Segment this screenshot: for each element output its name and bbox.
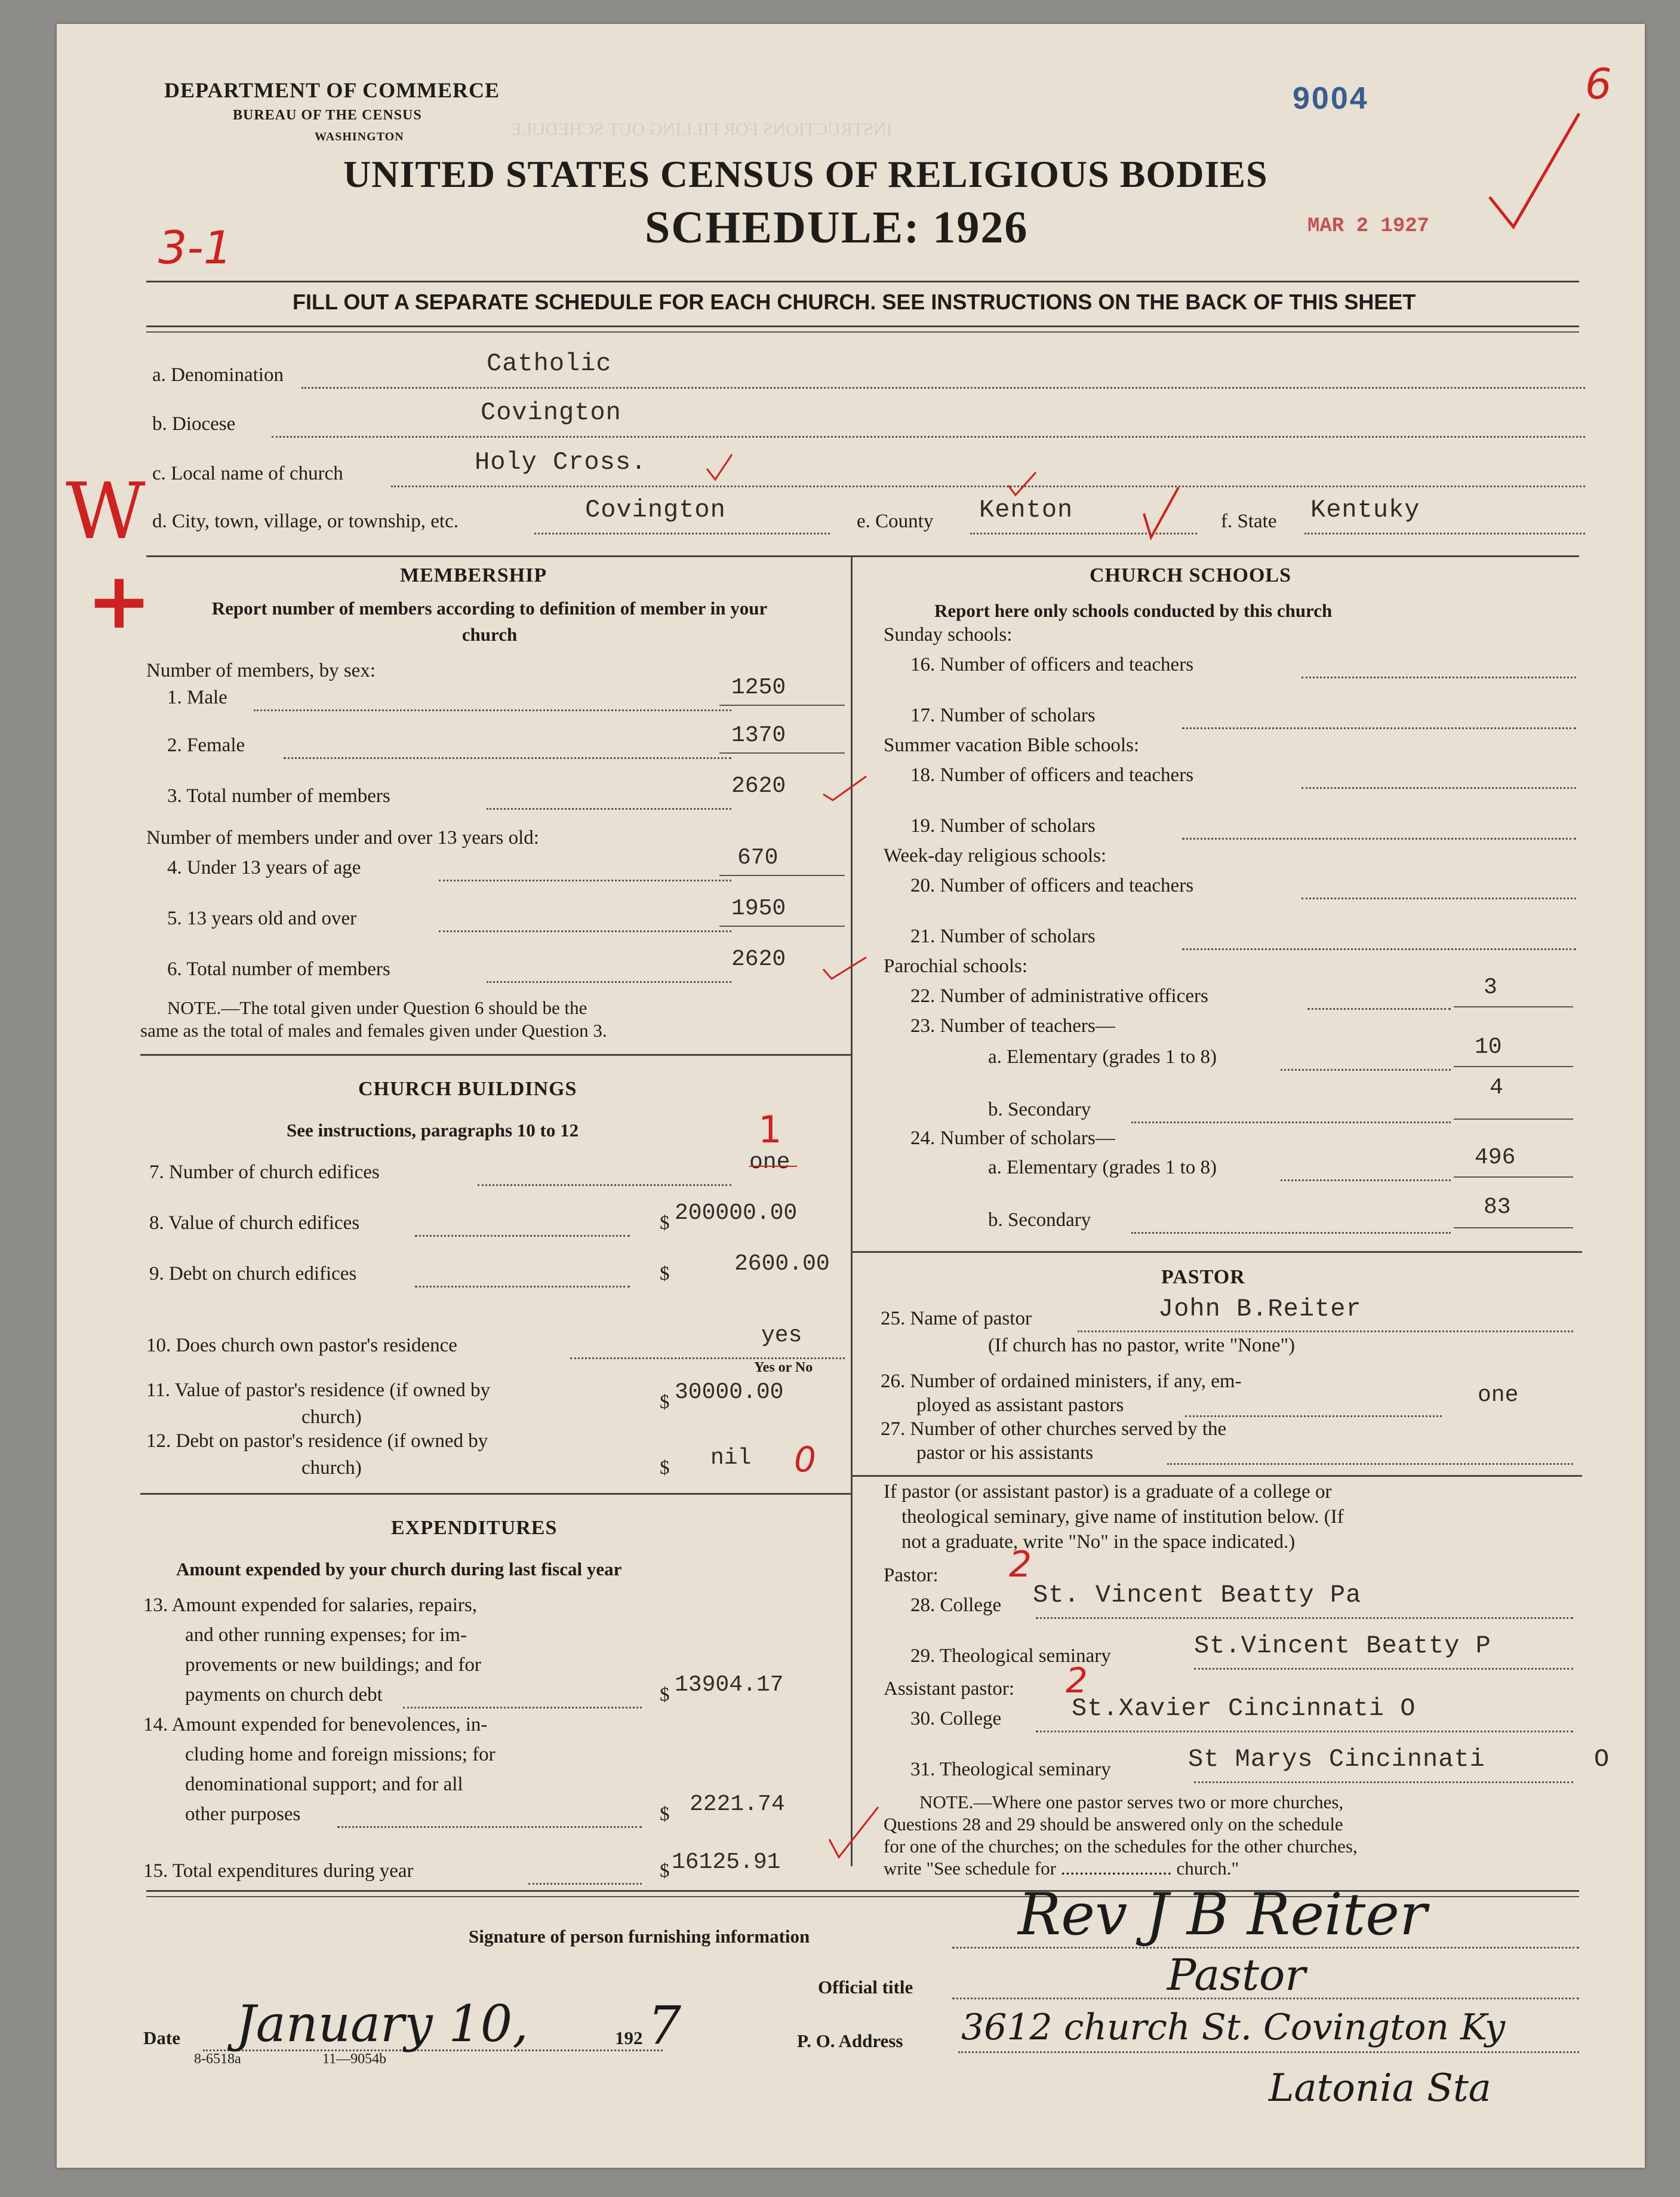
q20-label: 20. Number of officers and teachers: [910, 875, 1194, 896]
q7-value[interactable]: one: [749, 1150, 790, 1175]
q15-value[interactable]: 16125.91: [672, 1849, 781, 1875]
official-title-value[interactable]: Pastor: [1167, 1950, 1306, 2000]
received-date-stamp: MAR 2 1927: [1307, 215, 1430, 238]
fill-line: [487, 981, 731, 983]
date-value[interactable]: January 10,: [236, 1995, 528, 2053]
q23-label: 23. Number of teachers—: [910, 1015, 1115, 1037]
summer-schools-label: Summer vacation Bible schools:: [884, 735, 1140, 756]
fill-line: [272, 436, 1585, 438]
q2-value[interactable]: 1370: [731, 723, 786, 748]
red-mark-2b: 2: [1066, 1660, 1088, 1701]
q5-value[interactable]: 1950: [731, 896, 786, 921]
q21-label: 21. Number of scholars: [910, 926, 1096, 947]
red-tick: [821, 952, 869, 988]
q14-label-line2: cluding home and foreign missions; for: [185, 1744, 496, 1765]
fill-line: [1036, 1731, 1573, 1732]
q29-label: 29. Theological seminary: [910, 1645, 1111, 1667]
rule: [851, 1251, 1582, 1253]
fill-line: [284, 757, 731, 759]
q24a-label: a. Elementary (grades 1 to 8): [988, 1157, 1217, 1178]
q3-value[interactable]: 2620: [731, 773, 786, 799]
form-code: 8-6518a: [194, 2051, 241, 2067]
red-tick: [704, 451, 734, 484]
address-line1[interactable]: 3612 church St. Covington Ky: [961, 2007, 1506, 2048]
fill-line: [528, 1883, 642, 1885]
fill-line: [1182, 838, 1576, 840]
diocese-label: b. Diocese: [152, 413, 236, 435]
fill-line: [439, 880, 731, 881]
fill-line: [415, 1286, 630, 1288]
q19-label: 19. Number of scholars: [910, 815, 1096, 837]
rule: [146, 325, 1579, 327]
buildings-heading: CHURCH BUILDINGS: [358, 1078, 577, 1100]
county-value[interactable]: Kenton: [979, 496, 1073, 524]
signature-value[interactable]: Rev J B Reiter: [1018, 1881, 1427, 1948]
q23a-label: a. Elementary (grades 1 to 8): [988, 1046, 1217, 1068]
serial-number-stamp: 9004: [1293, 81, 1369, 116]
q13-label-line4: payments on church debt: [185, 1684, 383, 1706]
red-check-mark: [1484, 107, 1585, 239]
q31-label: 31. Theological seminary: [910, 1759, 1111, 1780]
red-code-mark: 3-1: [158, 221, 233, 274]
answer-line: [1454, 1176, 1573, 1178]
q13-label-line3: provements or new buildings; and for: [185, 1654, 481, 1676]
q4-label: 4. Under 13 years of age: [167, 857, 361, 878]
schools-heading: CHURCH SCHOOLS: [1090, 564, 1291, 586]
q24b-label: b. Secondary: [988, 1209, 1091, 1231]
form-title: UNITED STATES CENSUS OF RELIGIOUS BODIES: [343, 153, 1268, 195]
pastor-note-line1: NOTE.—Where one pastor serves two or more churches,: [919, 1792, 1344, 1812]
red-tick: [827, 1803, 881, 1863]
fill-line: [534, 533, 830, 534]
rule: [146, 281, 1579, 282]
q14-label-line3: denominational support; and for all: [185, 1774, 463, 1795]
dollar-sign: $: [660, 1457, 670, 1479]
q28-value[interactable]: St. Vincent Beatty Pa: [1033, 1581, 1362, 1609]
q13-label-line1: 13. Amount expended for salaries, repairs,: [143, 1594, 478, 1616]
rule: [140, 1054, 851, 1056]
denomination-value[interactable]: Catholic: [487, 349, 612, 378]
answer-line: [1454, 1006, 1573, 1007]
q22-label: 22. Number of administrative officers: [910, 985, 1208, 1007]
fill-line: [1078, 1331, 1573, 1332]
fill-line: [1281, 1069, 1451, 1071]
church-name-value[interactable]: Holy Cross.: [475, 448, 647, 477]
q16-label: 16. Number of officers and teachers: [910, 654, 1194, 675]
q26-value[interactable]: one: [1478, 1382, 1519, 1408]
bureau-name: BUREAU OF THE CENSUS: [233, 107, 422, 123]
city-label: d. City, town, village, or township, etc.: [152, 511, 459, 532]
q4-value[interactable]: 670: [737, 845, 779, 871]
q25-value[interactable]: John B.Reiter: [1158, 1295, 1362, 1323]
red-mark-2a: 2: [1009, 1544, 1032, 1585]
q13-label-line2: and other running expenses; for im-: [185, 1624, 467, 1646]
q27-label-line1: 27. Number of other churches served by the: [881, 1418, 1227, 1440]
church-name-label: c. Local name of church: [152, 463, 343, 484]
sunday-schools-label: Sunday schools:: [884, 624, 1013, 646]
q11-label-line2: church): [301, 1406, 362, 1428]
q31-value-overflow: O: [1594, 1745, 1610, 1774]
q26-label-line1: 26. Number of ordained ministers, if any, em-: [881, 1371, 1242, 1392]
date-label: Date: [143, 2027, 180, 2048]
fill-line: [1185, 1415, 1442, 1417]
red-tick: [1140, 484, 1182, 543]
red-number-mark: 6: [1585, 60, 1612, 109]
q12-label-line2: church): [301, 1457, 362, 1479]
answer-line: [719, 705, 845, 706]
red-margin-plus: +: [87, 555, 152, 646]
dollar-sign: $: [660, 1803, 670, 1825]
census-schedule-sheet: [57, 24, 1645, 2168]
answer-line: [1454, 1227, 1573, 1228]
q25-label: 25. Name of pastor: [881, 1308, 1032, 1329]
diocese-value[interactable]: Covington: [481, 398, 621, 427]
signature-label: Signature of person furnishing information: [469, 1926, 810, 1947]
dept-name: DEPARTMENT OF COMMERCE: [164, 78, 500, 102]
q10-hint: Yes or No: [754, 1360, 813, 1375]
q14-label-line4: other purposes: [185, 1803, 301, 1825]
fill-line: [1131, 1121, 1451, 1123]
q10-label: 10. Does church own pastor's residence: [146, 1335, 457, 1356]
q8-label: 8. Value of church edifices: [149, 1212, 360, 1234]
fill-line: [439, 930, 731, 932]
q9-value[interactable]: 2600.00: [734, 1251, 830, 1277]
official-title-label: Official title: [818, 1977, 913, 1998]
membership-note-line2: same as the total of males and females given under Question 3.: [140, 1020, 607, 1041]
fill-line: [478, 1184, 731, 1186]
q7-label: 7. Number of church edifices: [149, 1162, 380, 1183]
q3-label: 3. Total number of members: [167, 785, 390, 807]
fill-line: [1194, 1781, 1573, 1783]
fill-line: [415, 1235, 630, 1237]
q6-value[interactable]: 2620: [731, 947, 786, 972]
q30-label: 30. College: [910, 1708, 1002, 1729]
q1-value[interactable]: 1250: [731, 675, 786, 700]
fill-line: [391, 486, 1585, 487]
fill-line: [301, 387, 1585, 389]
fill-line: [1301, 677, 1576, 678]
q27-label-line2: pastor or his assistants: [916, 1442, 1094, 1464]
dollar-sign: $: [660, 1263, 670, 1285]
weekday-schools-label: Week-day religious schools:: [884, 845, 1107, 866]
fill-line: [487, 808, 731, 810]
red-q12-mark: 0: [794, 1439, 816, 1480]
q22-value[interactable]: 3: [1484, 975, 1497, 1000]
fill-line: [403, 1707, 642, 1709]
fill-line: [1182, 948, 1576, 950]
q24a-value[interactable]: 496: [1475, 1145, 1516, 1170]
q12-label-line1: 12. Debt on pastor's residence (if owned by: [146, 1430, 488, 1452]
q28-label: 28. College: [910, 1594, 1002, 1616]
date-year-digit[interactable]: 7: [648, 1995, 681, 2056]
dollar-sign: $: [660, 1391, 670, 1413]
form-subtitle: SCHEDULE: 1926: [645, 202, 1029, 253]
q14-label-line1: 14. Amount expended for benevolences, in-: [143, 1714, 488, 1735]
q5-label: 5. 13 years old and over: [167, 908, 357, 929]
membership-heading: MEMBERSHIP: [400, 564, 547, 586]
fill-line: [1301, 898, 1576, 899]
column-divider: [851, 555, 853, 1866]
fill-line: [1194, 1668, 1573, 1670]
red-q7-mark: 1: [758, 1108, 782, 1151]
q15-label: 15. Total expenditures during year: [143, 1860, 414, 1882]
fill-line: [570, 1357, 845, 1359]
parochial-schools-label: Parochial schools:: [884, 955, 1028, 977]
members-by-age-label: Number of members under and over 13 years old:: [146, 827, 539, 849]
expenditures-heading: EXPENDITURES: [391, 1517, 558, 1539]
fill-line: [1281, 1179, 1451, 1181]
pastor-subheading: Pastor:: [884, 1565, 939, 1586]
fill-line: [1304, 533, 1585, 534]
buildings-intro: See instructions, paragraphs 10 to 12: [287, 1120, 579, 1141]
rule: [140, 1493, 851, 1495]
fill-line: [958, 2051, 1579, 2053]
pastor-note-line4: write "See schedule for ........................ church.": [884, 1858, 1239, 1879]
q12-value[interactable]: nil: [710, 1445, 752, 1471]
q9-label: 9. Debt on church edifices: [149, 1263, 357, 1285]
q6-label: 6. Total number of members: [167, 958, 390, 980]
answer-line: [1454, 1066, 1573, 1067]
dollar-sign: $: [660, 1212, 670, 1234]
q23a-value[interactable]: 10: [1475, 1034, 1502, 1060]
answer-line: [719, 926, 845, 927]
q26-label-line2: ployed as assistant pastors: [916, 1394, 1124, 1416]
graduate-instructions-line1: If pastor (or assistant pastor) is a graduate of a college or: [884, 1481, 1332, 1502]
pastor-note-line2: Questions 28 and 29 should be answered only on the schedule: [884, 1814, 1343, 1835]
fill-line: [1036, 1617, 1573, 1619]
answer-line: [719, 875, 845, 876]
q14-value[interactable]: 2221.74: [690, 1792, 785, 1817]
instructions-banner: FILL OUT A SEPARATE SCHEDULE FOR EACH CHURCH. SEE INSTRUCTIONS ON THE BACK OF THIS SHEET: [293, 290, 1416, 314]
graduate-instructions-line2: theological seminary, give name of institution below. (If: [901, 1506, 1344, 1528]
q30-value[interactable]: St.Xavier Cincinnati O: [1072, 1694, 1416, 1723]
date-year-prefix: 192: [615, 2027, 643, 2048]
answer-line: [1454, 1119, 1573, 1120]
q18-label: 18. Number of officers and teachers: [910, 764, 1194, 786]
expenditures-intro: Amount expended by your church during last fiscal year: [176, 1559, 622, 1580]
denomination-label: a. Denomination: [152, 364, 284, 386]
bleed-through-text: INSTRUCTIONS FOR FILLING OUT SCHEDULE: [510, 119, 893, 139]
dollar-sign: $: [660, 1684, 670, 1706]
rule: [851, 1475, 1582, 1477]
schools-intro: Report here only schools conducted by this church: [934, 600, 1333, 621]
q1-label: 1. Male: [167, 687, 227, 708]
fill-line: [1307, 1008, 1451, 1010]
q23b-label: b. Secondary: [988, 1099, 1091, 1120]
q24b-value[interactable]: 83: [1484, 1194, 1511, 1220]
q8-value[interactable]: 200000.00: [675, 1200, 798, 1226]
rule: [146, 331, 1579, 333]
q2-label: 2. Female: [167, 735, 245, 756]
q31-value[interactable]: St Marys Cincinnati: [1188, 1745, 1485, 1774]
city-value[interactable]: Covington: [585, 496, 726, 524]
print-code: 11—9054b: [322, 2051, 387, 2067]
members-by-sex-label: Number of members, by sex:: [146, 660, 376, 681]
state-value[interactable]: Kentuky: [1310, 496, 1420, 524]
q17-label: 17. Number of scholars: [910, 705, 1096, 726]
red-margin-w: W: [66, 466, 146, 557]
q29-value[interactable]: St.Vincent Beatty P: [1194, 1631, 1491, 1660]
q10-value[interactable]: yes: [761, 1323, 802, 1348]
dollar-sign: $: [660, 1860, 670, 1882]
fill-line: [254, 709, 731, 711]
fill-line: [337, 1826, 642, 1828]
answer-line: [719, 752, 845, 754]
q11-label-line1: 11. Value of pastor's residence (if owned by: [146, 1379, 490, 1401]
graduate-instructions-line3: not a graduate, write "No" in the space indicated.): [901, 1531, 1296, 1553]
pastor-heading: PASTOR: [1161, 1266, 1245, 1288]
address-line2[interactable]: Latonia Sta: [1269, 2066, 1491, 2110]
q13-value[interactable]: 13904.17: [675, 1672, 784, 1698]
q25-hint: (If church has no pastor, write "None"): [988, 1335, 1296, 1356]
q23b-value[interactable]: 4: [1490, 1075, 1503, 1101]
red-tick: [1006, 469, 1042, 499]
fill-line: [1167, 1463, 1573, 1465]
state-label: f. State: [1221, 511, 1277, 532]
fill-line: [1182, 727, 1576, 729]
rule: [146, 555, 1579, 557]
q24-label: 24. Number of scholars—: [910, 1127, 1115, 1149]
bureau-city: WASHINGTON: [315, 130, 404, 143]
assistant-subheading: Assistant pastor:: [884, 1678, 1015, 1700]
address-label: P. O. Address: [797, 2030, 903, 2051]
q11-value[interactable]: 30000.00: [675, 1379, 784, 1405]
fill-line: [1301, 787, 1576, 789]
fill-line: [1131, 1232, 1451, 1234]
red-strike: [749, 1166, 797, 1167]
pastor-note-line3: for one of the churches; on the schedules for the other churches,: [884, 1836, 1358, 1857]
membership-intro: Report number of members according to definition of member in your church: [211, 598, 768, 645]
county-label: e. County: [857, 511, 934, 532]
red-tick: [821, 770, 869, 806]
membership-note-line1: NOTE.—The total given under Question 6 should be the: [167, 997, 587, 1018]
